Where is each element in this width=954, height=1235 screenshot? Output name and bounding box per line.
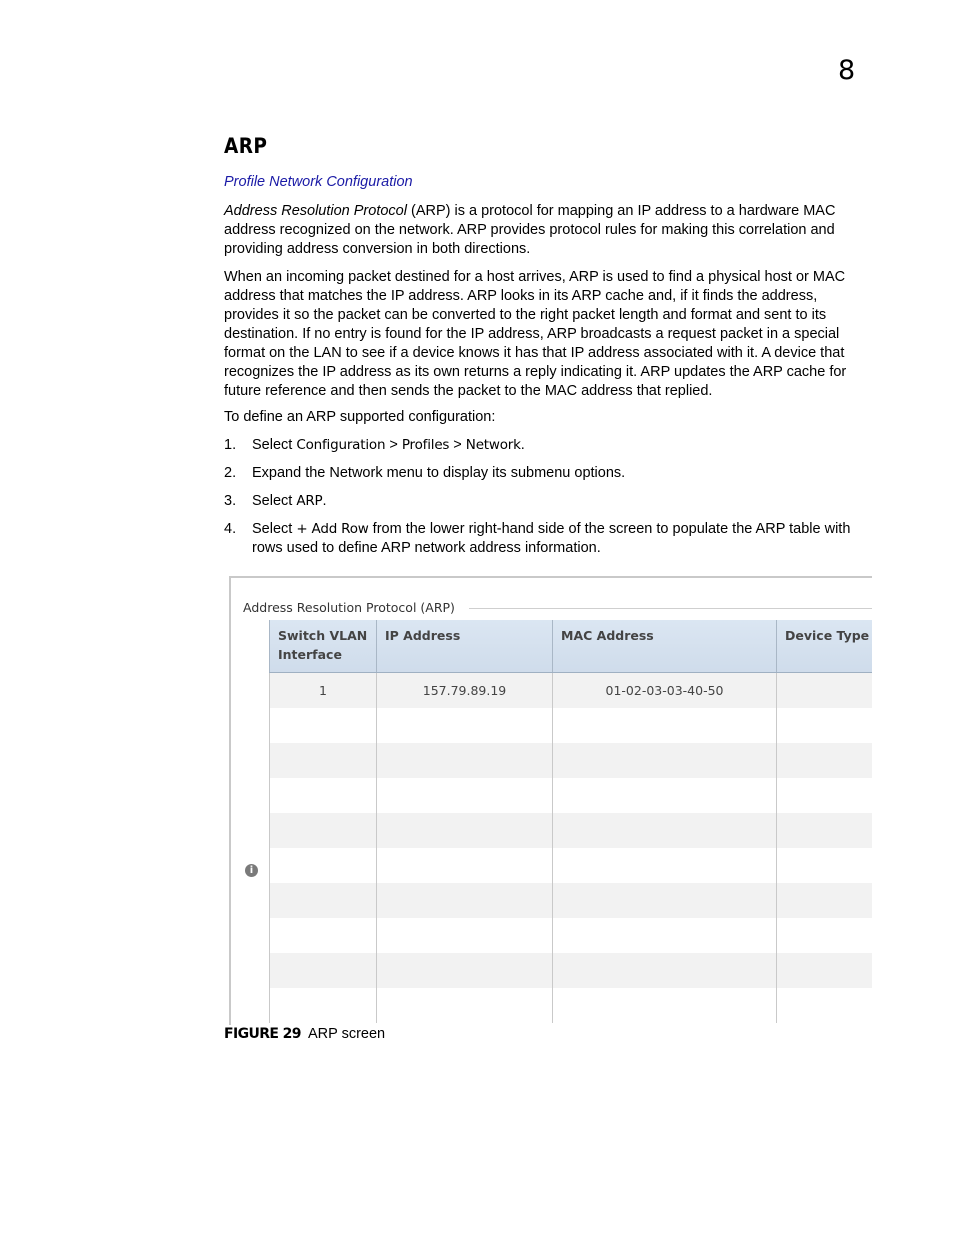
table-row[interactable] bbox=[270, 673, 873, 709]
arp-table bbox=[269, 620, 872, 1023]
procedure-steps bbox=[224, 436, 864, 567]
group-title: Address Resolution Protocol (ARP) bbox=[243, 600, 461, 615]
step-1: 1. Select Configuration > Profiles > Network. bbox=[224, 437, 525, 453]
intro-text: (ARP) is a protocol for mapping an IP address to a hardware MAC address recognized on the network. ARP provides protocol rules for making this correlation and providing address conversion in both directions. bbox=[224, 203, 836, 257]
empty-table-row bbox=[270, 778, 873, 813]
figure-label: FIGURE 29 bbox=[224, 1026, 301, 1042]
profile-network-configuration-link[interactable]: Profile Network Configuration bbox=[224, 174, 413, 190]
empty-table-row bbox=[270, 813, 873, 848]
table-header-row bbox=[270, 620, 873, 673]
empty-table-row bbox=[270, 883, 873, 918]
intro-paragraph bbox=[224, 202, 864, 259]
empty-table-row bbox=[270, 743, 873, 778]
step-4: 4. Select + Add Row from the lower right-hand side of the screen to populate the ARP table with rows used to define ARP network address information. bbox=[224, 521, 851, 556]
column-header-switch-vlan-interface[interactable]: Switch VLAN Interface bbox=[270, 620, 377, 673]
cell-device-type[interactable] bbox=[777, 673, 873, 709]
column-header-mac-address[interactable]: MAC Address bbox=[553, 620, 777, 673]
info-icon[interactable]: i bbox=[245, 864, 258, 877]
chapter-number: 8 bbox=[838, 55, 856, 86]
arp-description-paragraph: When an incoming packet destined for a host arrives, ARP is used to find a physical host or MAC address that matches the IP address. ARP looks in its ARP cache and, if it finds the address, provides it so the packet can be converted to the right packet length and format and sent to its destination. If no entry is found for the IP address, ARP broadcasts a request packet in a special format on the LAN to see if a device knows it has that IP address associated with it. A device that recognizes the IP address as its own returns a reply indicating it. ARP updates the ARP cache for future reference and then sends the packet to the MAC address that replied. bbox=[224, 269, 847, 399]
cell-mac-address[interactable]: 01-02-03-03-40-50 bbox=[553, 673, 777, 709]
group-divider bbox=[469, 608, 872, 609]
cell-ip-address[interactable]: 157.79.89.19 bbox=[377, 673, 553, 709]
empty-table-row bbox=[270, 848, 873, 883]
step-2: 2. Expand the Network menu to display its submenu options. bbox=[224, 465, 626, 481]
ui-arp: ARP bbox=[296, 493, 323, 509]
figure-caption bbox=[224, 1026, 385, 1042]
step-3: 3. Select ARP. bbox=[224, 493, 327, 509]
column-header-device-type[interactable]: Device Type bbox=[777, 620, 873, 673]
column-header-ip-address[interactable]: IP Address bbox=[377, 620, 553, 673]
ui-configuration: Configuration bbox=[296, 437, 386, 453]
empty-table-row bbox=[270, 988, 873, 1023]
arp-screenshot bbox=[229, 576, 872, 1025]
ui-profiles: Profiles bbox=[401, 437, 450, 453]
empty-table-row bbox=[270, 918, 873, 953]
section-heading: ARP bbox=[224, 134, 268, 158]
empty-table-row bbox=[270, 953, 873, 988]
figure-title: ARP screen bbox=[308, 1026, 386, 1042]
intro-term: Address Resolution Protocol bbox=[224, 203, 407, 219]
procedure-intro: To define an ARP supported configuration: bbox=[224, 409, 496, 425]
ui-add-row: + Add Row bbox=[296, 521, 369, 537]
ui-network: Network bbox=[465, 437, 521, 453]
empty-table-row bbox=[270, 708, 873, 743]
cell-switch-vlan-interface[interactable]: 1 bbox=[270, 673, 377, 709]
